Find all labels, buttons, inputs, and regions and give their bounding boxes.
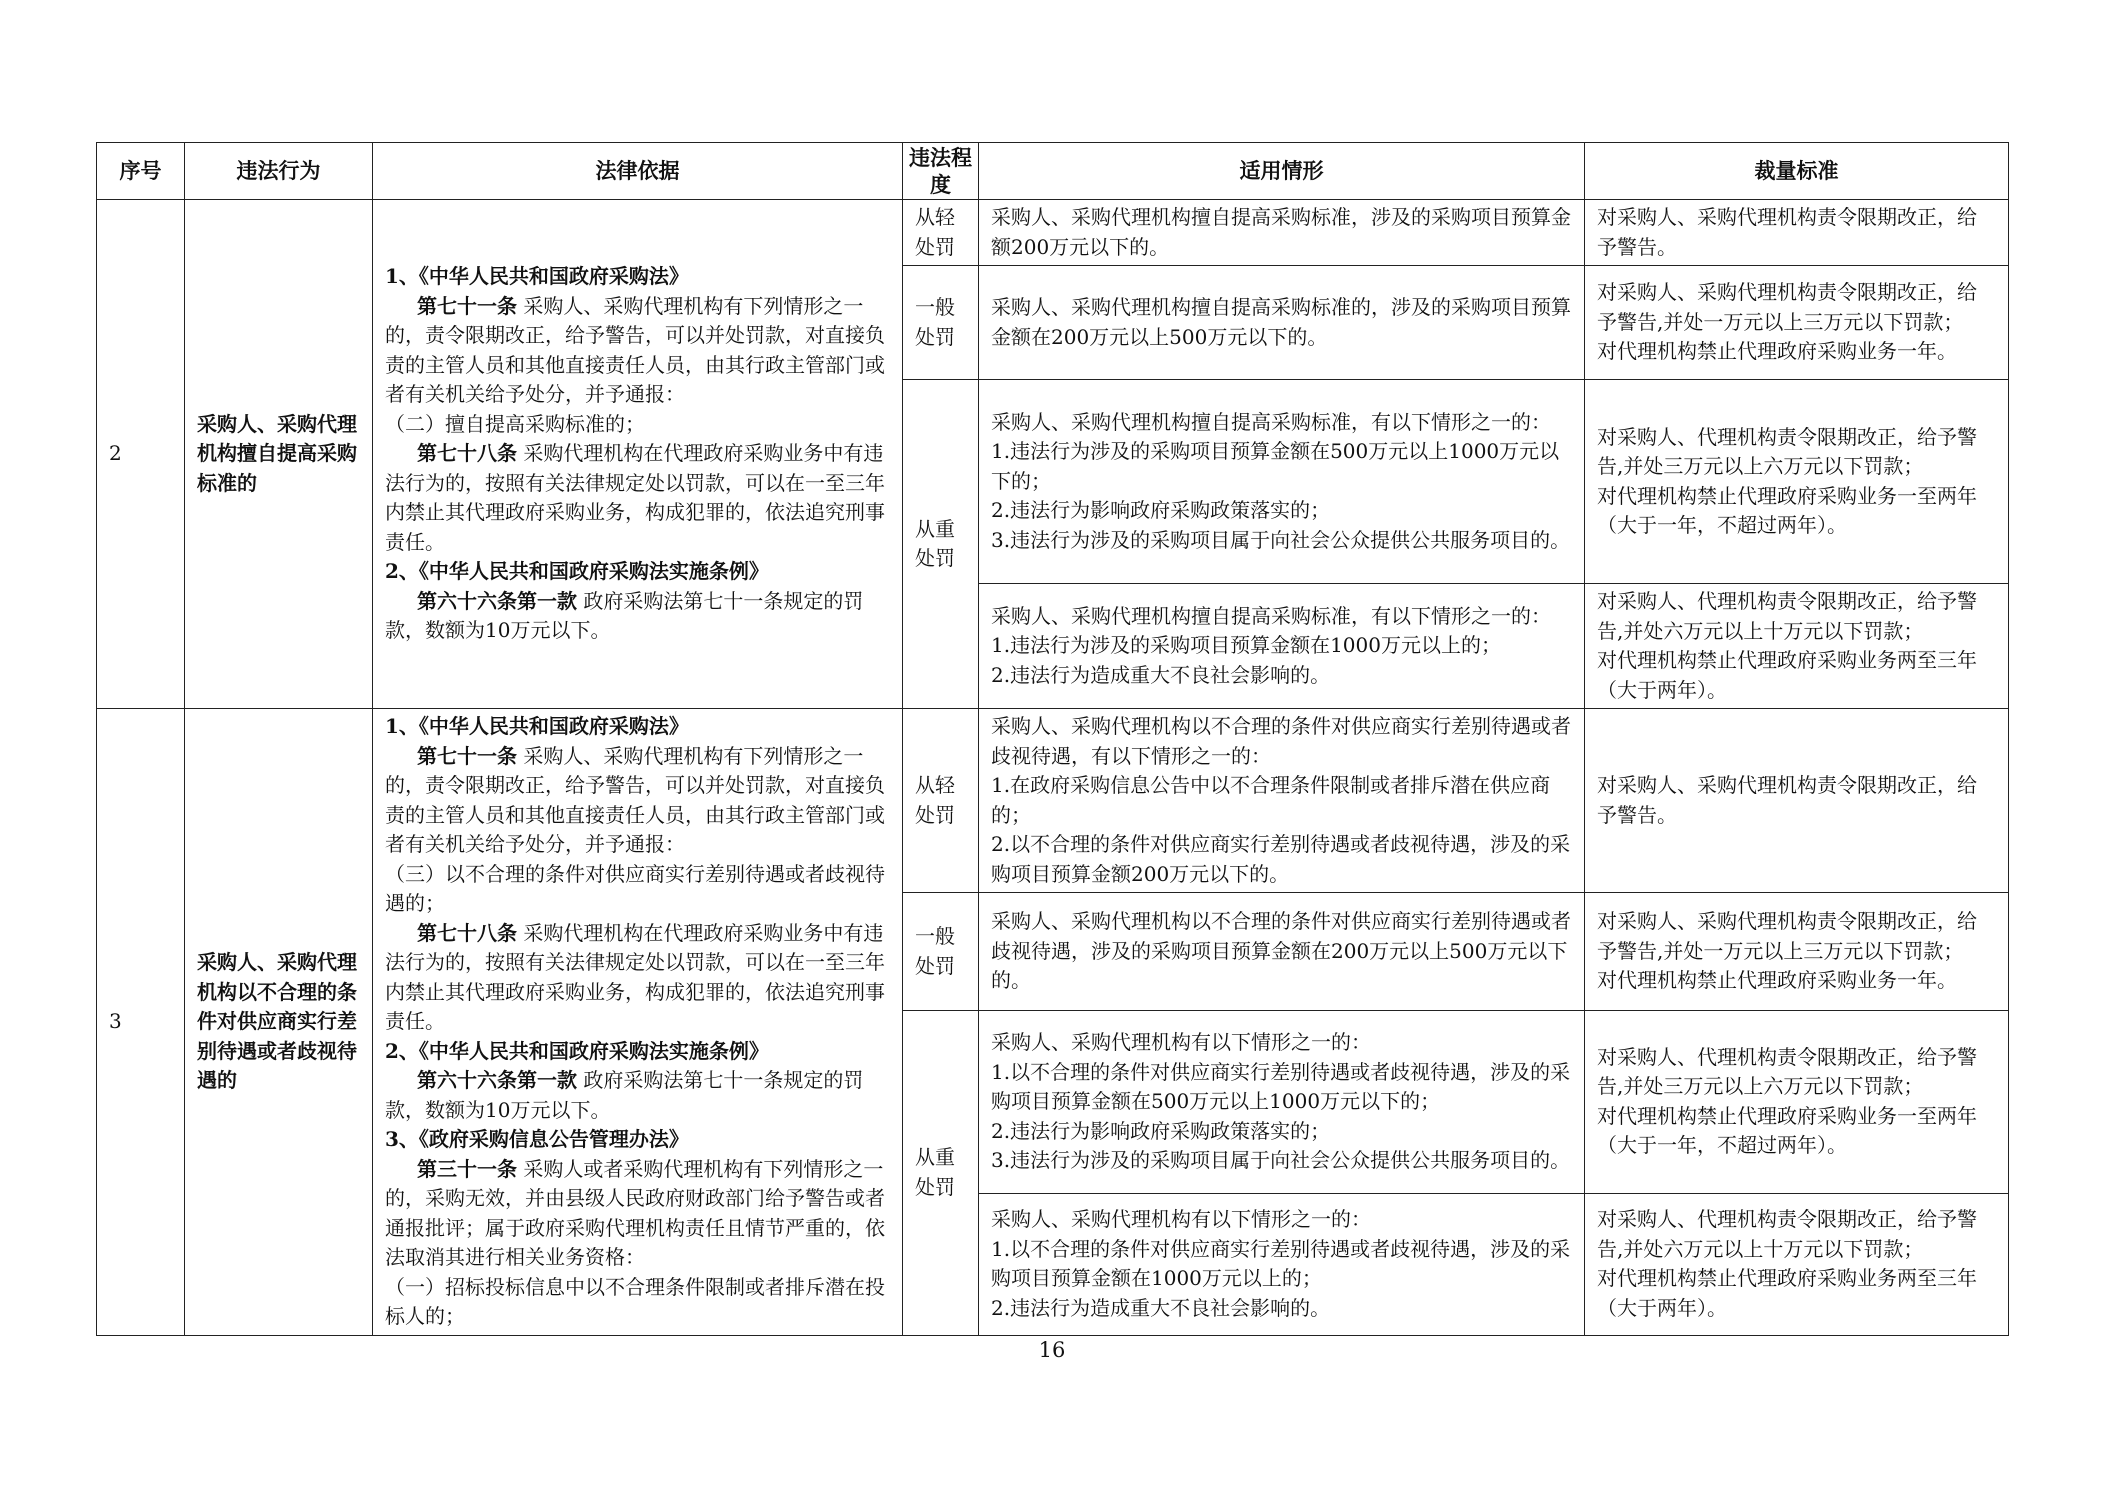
discretion-standard bbox=[1585, 584, 2009, 709]
law-clause: （三）以不合理的条件对供应商实行差别待遇或者歧视待遇的； bbox=[385, 861, 885, 915]
situation-line: 采购人、采购代理机构有以下情形之一的： bbox=[991, 1207, 1371, 1231]
article-number: 第七十八条 bbox=[417, 441, 517, 466]
situation-line: 采购人、采购代理机构擅自提高采购标准，涉及的采购项目预算金额200万元以下的。 bbox=[991, 205, 1571, 259]
header-situation: 适用情形 bbox=[979, 143, 1585, 200]
applicable-situation bbox=[979, 1011, 1585, 1194]
applicable-situation bbox=[979, 266, 1585, 380]
standard-line: 对代理机构禁止代理政府采购业务一年。 bbox=[1597, 339, 1957, 364]
article-number: 第七十八条 bbox=[417, 920, 517, 945]
law-clause: （一）招标投标信息中以不合理条件限制或者排斥潜在投标人的； bbox=[385, 1274, 885, 1328]
page-number: 16 bbox=[1038, 1338, 1066, 1362]
header-basis: 法律依据 bbox=[373, 143, 903, 200]
law-clause: （二）擅自提高采购标准的； bbox=[385, 411, 645, 436]
standard-line: 对代理机构禁止代理政府采购业务两至三年（大于两年）。 bbox=[1597, 648, 1977, 702]
standard-line: 对采购人、代理机构责令限期改正，给予警告,并处三万元以上六万元以下罚款； bbox=[1597, 424, 1977, 478]
legal-basis bbox=[373, 709, 903, 1336]
standard-line: 对代理机构禁止代理政府采购业务两至三年（大于两年）。 bbox=[1597, 1266, 1977, 1320]
violation-act: 采购人、采购代理机构以不合理的条件对供应商实行差别待遇或者歧视待遇的 bbox=[185, 709, 373, 1336]
article-text: 政府采购法第七十一条规定的罚款，数额为10万元以下。 bbox=[385, 1068, 864, 1122]
applicable-situation bbox=[979, 584, 1585, 709]
article-number: 第六十六条第一款 bbox=[417, 1068, 577, 1092]
law-title: 1、《中华人民共和国政府采购法》 bbox=[385, 714, 689, 738]
situation-line: 采购人、采购代理机构以不合理的条件对供应商实行差别待遇或者歧视待遇，有以下情形之一的： bbox=[991, 714, 1571, 768]
standard-line: 对采购人、代理机构责令限期改正，给予警告,并处三万元以上六万元以下罚款； bbox=[1597, 1044, 1977, 1099]
law-title: 1、《中华人民共和国政府采购法》 bbox=[385, 264, 689, 289]
table-header-row bbox=[97, 143, 2009, 200]
law-title: 3、《政府采购信息公告管理办法》 bbox=[385, 1127, 689, 1151]
applicable-situation bbox=[979, 709, 1585, 893]
standard-line: 对采购人、采购代理机构责令限期改正，给予警告。 bbox=[1597, 773, 1977, 827]
standard-line: 对代理机构禁止代理政府采购业务一年。 bbox=[1597, 968, 1957, 993]
standard-line: 对采购人、采购代理机构责令限期改正，给予警告。 bbox=[1597, 205, 1977, 259]
law-title: 2、《中华人民共和国政府采购法实施条例》 bbox=[385, 559, 769, 584]
situation-line: 3.违法行为涉及的采购项目属于向社会公众提供公共服务项目的。 bbox=[991, 1148, 1571, 1172]
header-act: 违法行为 bbox=[185, 143, 373, 200]
situation-line: 2.以不合理的条件对供应商实行差别待遇或者歧视待遇，涉及的采购项目预算金额200万元以下的。 bbox=[991, 832, 1571, 886]
article-text: 政府采购法第七十一条规定的罚款，数额为10万元以下。 bbox=[385, 588, 864, 643]
header-num: 序号 bbox=[97, 143, 185, 200]
law-article bbox=[385, 587, 890, 646]
discretion-standard bbox=[1585, 1193, 2009, 1335]
header-degree: 违法程度 bbox=[903, 143, 979, 200]
situation-line: 采购人、采购代理机构擅自提高采购标准的，涉及的采购项目预算金额在200万元以上500万元以下的。 bbox=[991, 295, 1571, 349]
article-text: 采购人、采购代理机构有下列情形之一的，责令限期改正，给予警告，可以并处罚款，对直接负责的主管人员和其他直接责任人员，由其行政主管部门或者有关机关给予处分，并予通报： bbox=[385, 743, 885, 856]
article-text: 采购代理机构在代理政府采购业务中有违法行为的，按照有关法律规定处以罚款，可以在一至三年内禁止其代理政府采购业务，构成犯罪的，依法追究刑事责任。 bbox=[385, 920, 885, 1033]
situation-line: 2.违法行为影响政府采购政策落实的； bbox=[991, 498, 1331, 523]
table-row bbox=[97, 709, 2009, 893]
discretion-standard bbox=[1585, 893, 2009, 1011]
discretion-standard bbox=[1585, 380, 2009, 584]
applicable-situation bbox=[979, 893, 1585, 1011]
standard-line: 对采购人、代理机构责令限期改正，给予警告,并处六万元以上十万元以下罚款； bbox=[1597, 589, 1977, 643]
standard-line: 对代理机构禁止代理政府采购业务一至两年（大于一年，不超过两年）。 bbox=[1597, 483, 1977, 537]
legal-basis bbox=[373, 200, 903, 709]
law-article bbox=[385, 1066, 890, 1125]
discretion-standard bbox=[1585, 709, 2009, 893]
discretion-standard bbox=[1585, 266, 2009, 380]
situation-line: 1.违法行为涉及的采购项目预算金额在500万元以上1000万元以下的； bbox=[991, 439, 1560, 493]
violation-degree: 一般处罚 bbox=[903, 266, 979, 380]
article-number: 第七十一条 bbox=[417, 743, 517, 768]
article-text: 采购人或者采购代理机构有下列情形之一的，采购无效，并由县级人民政府财政部门给予警告或者通报批评；属于政府采购代理机构责任且情节严重的，依法取消其进行相关业务资格： bbox=[385, 1156, 885, 1269]
standard-line: 对采购人、采购代理机构责令限期改正，给予警告,并处一万元以上三万元以下罚款； bbox=[1597, 280, 1977, 334]
situation-line: 2.违法行为造成重大不良社会影响的。 bbox=[991, 1295, 1331, 1320]
situation-line: 采购人、采购代理机构擅自提高采购标准，有以下情形之一的： bbox=[991, 409, 1551, 434]
applicable-situation bbox=[979, 1193, 1585, 1335]
law-article bbox=[385, 1155, 890, 1273]
standard-line: 对采购人、代理机构责令限期改正，给予警告,并处六万元以上十万元以下罚款； bbox=[1597, 1207, 1977, 1261]
situation-line: 2.违法行为造成重大不良社会影响的。 bbox=[991, 662, 1331, 687]
situation-line: 3.违法行为涉及的采购项目属于向社会公众提供公共服务项目的。 bbox=[991, 527, 1571, 552]
header-standard: 裁量标准 bbox=[1585, 143, 2009, 200]
row-number: 2 bbox=[97, 200, 185, 709]
standard-line: 对采购人、采购代理机构责令限期改正，给予警告,并处一万元以上三万元以下罚款； bbox=[1597, 909, 1977, 963]
article-text: 采购代理机构在代理政府采购业务中有违法行为的，按照有关法律规定处以罚款，可以在一至三年内禁止其代理政府采购业务，构成犯罪的，依法追究刑事责任。 bbox=[385, 441, 885, 554]
law-title: 2、《中华人民共和国政府采购法实施条例》 bbox=[385, 1038, 769, 1063]
penalty-discretion-table bbox=[96, 142, 2009, 1336]
row-number: 3 bbox=[97, 709, 185, 1336]
violation-degree: 一般处罚 bbox=[903, 893, 979, 1011]
situation-line: 1.以不合理的条件对供应商实行差别待遇或者歧视待遇，涉及的采购项目预算金额在500万元以上1000万元以下的； bbox=[991, 1059, 1571, 1113]
article-text: 采购人、采购代理机构有下列情形之一的，责令限期改正，给予警告，可以并处罚款，对直接负责的主管人员和其他直接责任人员，由其行政主管部门或者有关机关给予处分，并予通报： bbox=[385, 293, 885, 407]
violation-degree: 从重处罚 bbox=[903, 380, 979, 709]
law-article bbox=[385, 919, 890, 1037]
law-article bbox=[385, 742, 890, 860]
discretion-standard bbox=[1585, 200, 2009, 266]
violation-degree: 从轻处罚 bbox=[903, 200, 979, 266]
applicable-situation bbox=[979, 200, 1585, 266]
situation-line: 采购人、采购代理机构有以下情形之一的： bbox=[991, 1030, 1371, 1054]
article-number: 第三十一条 bbox=[417, 1156, 517, 1181]
discretion-standard bbox=[1585, 1011, 2009, 1194]
standard-line: 对代理机构禁止代理政府采购业务一至两年（大于一年，不超过两年）。 bbox=[1597, 1103, 1977, 1158]
situation-line: 1.以不合理的条件对供应商实行差别待遇或者歧视待遇，涉及的采购项目预算金额在1000万元以上的； bbox=[991, 1236, 1571, 1290]
situation-line: 采购人、采购代理机构擅自提高采购标准，有以下情形之一的： bbox=[991, 603, 1551, 628]
situation-line: 2.违法行为影响政府采购政策落实的； bbox=[991, 1118, 1331, 1143]
applicable-situation bbox=[979, 380, 1585, 584]
situation-line: 采购人、采购代理机构以不合理的条件对供应商实行差别待遇或者歧视待遇，涉及的采购项目预算金额在200万元以上500万元以下的。 bbox=[991, 909, 1571, 993]
law-article bbox=[385, 439, 890, 557]
situation-line: 1.在政府采购信息公告中以不合理条件限制或者排斥潜在供应商的； bbox=[991, 773, 1551, 827]
law-article bbox=[385, 292, 890, 410]
violation-act: 采购人、采购代理机构擅自提高采购标准的 bbox=[185, 200, 373, 709]
violation-degree: 从重处罚 bbox=[903, 1011, 979, 1336]
article-number: 第六十六条第一款 bbox=[417, 588, 577, 613]
article-number: 第七十一条 bbox=[417, 293, 517, 318]
situation-line: 1.违法行为涉及的采购项目预算金额在1000万元以上的； bbox=[991, 633, 1501, 658]
table-row bbox=[97, 200, 2009, 266]
violation-degree: 从轻处罚 bbox=[903, 709, 979, 893]
